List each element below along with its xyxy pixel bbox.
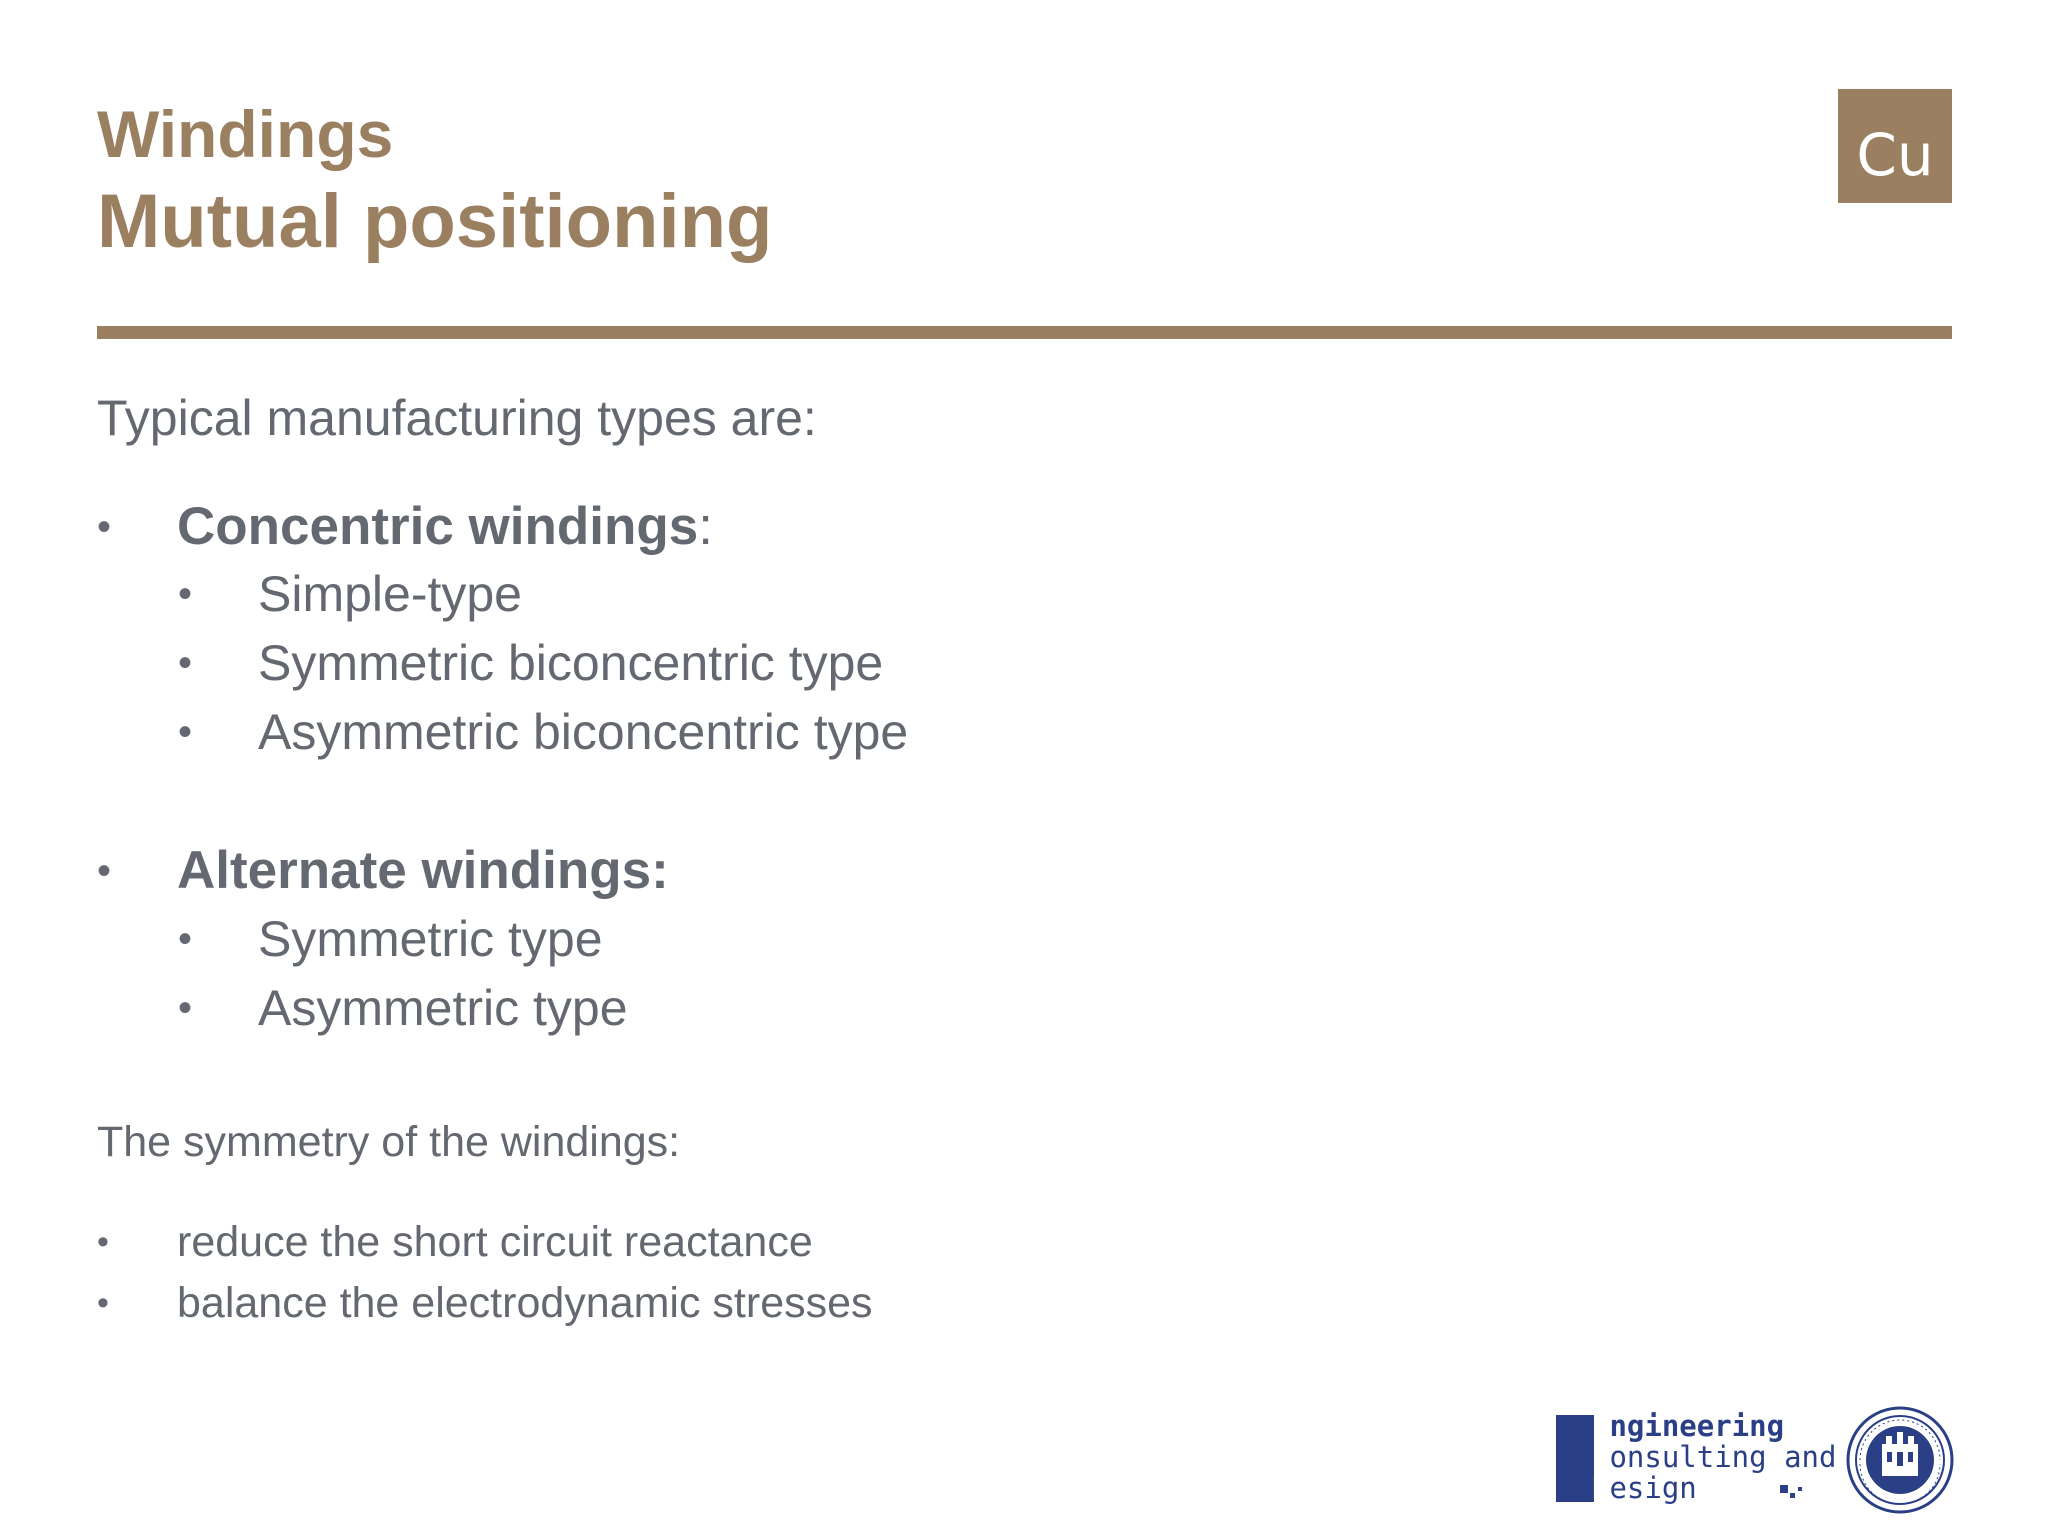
ecd-logo [1556, 1409, 1837, 1506]
intro-text: Typical manufacturing types are: [97, 390, 817, 446]
sub-bullet-text: Symmetric type [258, 911, 603, 967]
sub-bullet-text: Asymmetric biconcentric type [258, 704, 909, 760]
ecd-logo-line: Engineering [1592, 1409, 1785, 1443]
symmetry-heading: The symmetry of the windings: [97, 1118, 681, 1166]
title-divider [97, 326, 1952, 339]
bullet-dot: • [178, 710, 193, 754]
ecd-dots-icon [1780, 1481, 1806, 1499]
bullet-dot: • [178, 986, 193, 1030]
cu-badge: Cu [1838, 89, 1952, 203]
bullet-dot: • [178, 641, 193, 685]
bullet-suffix: : [698, 497, 713, 556]
bullet-dot: • [97, 1284, 109, 1322]
bullet-label: Concentric windings [177, 497, 699, 556]
ecd-logo-block [1556, 1415, 1594, 1502]
slide-title: Windings [97, 97, 394, 171]
symmetry-bullet-text: reduce the short circuit reactance [177, 1218, 813, 1266]
slide-subtitle: Mutual positioning [97, 179, 773, 264]
bullet-dot: • [97, 505, 112, 549]
bullet-dot: • [178, 917, 193, 961]
sub-bullet-text: Symmetric biconcentric type [258, 635, 884, 691]
bullet-dot: • [178, 572, 193, 616]
bullet-dot: • [97, 849, 112, 893]
ecd-logo-line: Consulting and [1592, 1440, 1837, 1474]
ecd-logo-line: Design [1592, 1471, 1697, 1505]
university-seal-icon [1846, 1406, 1954, 1514]
bullet-label: Alternate windings: [177, 841, 669, 900]
sub-bullet-text: Simple-type [258, 566, 522, 622]
symmetry-bullet-text: balance the electrodynamic stresses [177, 1279, 873, 1327]
bullet-dot: • [97, 1223, 109, 1261]
sub-bullet-text: Asymmetric type [258, 980, 628, 1036]
